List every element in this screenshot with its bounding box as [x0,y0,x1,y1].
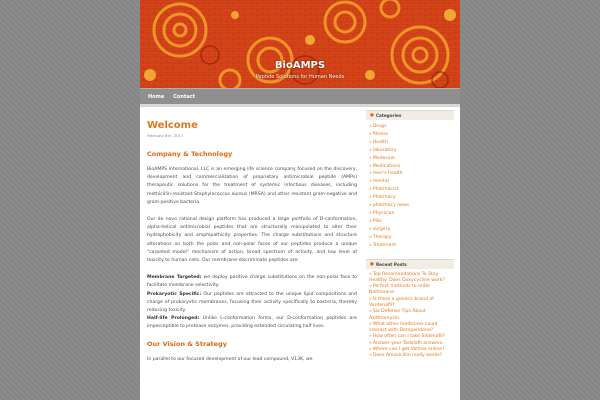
double-arrow-icon: » [369,147,372,153]
category-link[interactable] [369,155,452,163]
feature-text: Our peptides are attracted to the unique lipid compositions and charge of prokaryotic membranes, focusing their activity specifically to bacteria, thereby reducing toxicity. [147,291,357,314]
categories-list [366,120,454,250]
category-link[interactable] [369,242,452,250]
category-link[interactable] [369,123,452,131]
recent-post-link[interactable] [369,309,452,322]
recent-post-link[interactable] [369,353,452,359]
recent-post-link-label[interactable]: Where can I get Valtrex online? [372,347,445,353]
feature-text: we deploy positive charge substitutions on the non-polar face to facilitate membrane selectivity. [147,275,357,289]
recent-posts-widget [366,259,454,360]
double-arrow-icon: » [369,124,372,129]
category-link-label[interactable]: Pharmacist [372,187,399,193]
category-link-label[interactable]: Health [372,139,388,145]
double-arrow-icon: » [369,171,372,177]
category-link-label[interactable]: mental [372,179,389,185]
recent-post-link[interactable] [369,284,452,297]
recent-post-link-label[interactable]: Top Recomendations To Stay Healthy. Does Doxycycline work? [369,271,445,283]
double-arrow-icon: » [369,218,372,224]
double-arrow-icon: » [369,187,372,193]
category-link-label[interactable]: Treatment [372,242,397,248]
double-arrow-icon: » [369,210,372,216]
category-link[interactable] [369,178,452,186]
nav-contact[interactable]: Contact [173,93,196,100]
feature-half-life [147,315,357,331]
double-arrow-icon: » [369,179,372,185]
circle-bullet-icon: ● [370,113,374,118]
category-link[interactable] [369,226,452,234]
double-arrow-icon: » [369,242,372,248]
double-arrow-icon: » [369,271,372,277]
double-arrow-icon: » [369,353,372,359]
paragraph-vision: In parallel to our focused development of our lead compound, V13K, we [147,356,313,362]
category-link-label[interactable]: laboratory [372,147,397,153]
category-link[interactable] [369,194,452,202]
main-nav [140,88,460,107]
circle-bullet-icon: ● [370,261,374,267]
double-arrow-icon: » [369,334,372,340]
category-link[interactable] [369,139,452,147]
category-link[interactable] [369,234,452,242]
post-title[interactable]: Welcome [147,120,198,131]
widget-header [366,259,454,269]
paragraph-intro: BioAMPS International, LLC is an emerging life science company focused on the discovery, development and commercialization of proprietary antimicrobial peptide (AMPs) therapeutic solutions for the treatment of systemic infectious diseases, including methicillin-resistant Staphylococcus aureus (MRSA) and other resistant gram-negative and gram-positive bacteria. [147,167,357,205]
recent-post-link-label[interactable]: How often can I take Sildenafil? [372,334,446,340]
category-link[interactable] [369,218,452,226]
feature-membrane [147,274,357,290]
double-arrow-icon: » [369,139,372,145]
category-link-label[interactable]: fitness [372,131,389,137]
feature-prokaryotic [147,291,357,316]
double-arrow-icon: » [369,163,372,169]
double-arrow-icon: » [369,195,372,201]
category-link-label[interactable]: Pharmacy [372,195,396,201]
main-content [147,120,357,373]
category-link-label[interactable]: surgery [372,226,391,232]
recent-post-link-label[interactable]: Perfect methods to order Naltrexone. [369,284,431,296]
recent-post-link-label[interactable]: Is there a generic brand of Vardenafil? [369,296,434,308]
double-arrow-icon: » [369,226,372,232]
page-wrapper [140,0,460,400]
category-link[interactable] [369,210,452,218]
recent-posts-list [366,269,454,360]
feature-label: Prokaryotic Specific: [147,291,202,297]
double-arrow-icon: » [369,131,372,137]
category-link-label[interactable]: Medecine [372,155,395,161]
section-title-company: Company & Technology [147,150,233,158]
paragraph-platform: Our de novo rational design platform has produced a large portfolio of D-conformation, alpha-helical antimicrobial peptides that are structurally manipulated to alter their hydrophobicity and amphipathicity properties. The charge substitutions and structure alterations on both the polar and non-polar faces of our peptides produce a unique "carpeted model" mechanism of action, broad spectrum of activity, and low level of toxicity to human cells. Our membrane-discriminate peptides are: [147,217,357,264]
section-title-vision: Our Vision & Strategy [147,339,227,348]
feature-label: Membrane Targeted: [147,275,202,281]
category-link[interactable] [369,170,452,178]
recent-post-link[interactable] [369,297,452,310]
category-link-label[interactable]: Therapy [372,234,392,240]
double-arrow-icon: » [369,155,372,161]
double-arrow-icon: » [369,284,372,290]
category-link[interactable] [369,163,452,171]
sidebar [366,110,454,360]
category-link[interactable] [369,147,452,155]
feature-label: Half-life Prolonged: [147,316,200,322]
recent-post-link-label[interactable]: What other medicines could interact with Domperidone? [369,321,438,334]
double-arrow-icon: » [369,296,372,302]
category-link-label[interactable]: Physician [372,210,395,216]
categories-widget [366,110,454,250]
double-arrow-icon: » [369,234,372,240]
category-link-label[interactable]: Pills [372,218,382,224]
recent-post-link[interactable] [369,272,452,285]
double-arrow-icon: » [369,321,372,327]
post-date: February 8th, 2017 [147,133,184,138]
double-arrow-icon: » [369,347,372,353]
category-link[interactable] [369,186,452,194]
widget-header [366,110,454,120]
nav-home[interactable]: Home [148,93,165,100]
double-arrow-icon: » [369,340,372,346]
recent-post-link[interactable] [369,322,452,335]
category-link-label[interactable]: men's health [372,171,403,177]
site-description: Peptide Solutions for Human Needs [255,74,345,80]
double-arrow-icon: » [369,203,372,209]
recent-post-link-label[interactable]: Six Defense Tips About Azithromycin. [369,309,426,321]
category-link[interactable] [369,202,452,210]
double-arrow-icon: » [369,309,372,315]
site-title[interactable]: BioAMPS [274,60,326,71]
category-link[interactable] [369,131,452,139]
recent-post-link-label[interactable]: Answer your Tadalafil answers. [372,340,444,346]
category-link-label[interactable]: Medications [372,163,401,169]
widget-title: Categories [375,113,402,118]
widget-title: Recent Posts [375,261,407,267]
category-link-label[interactable]: Drugs [372,124,387,129]
recent-post-link-label[interactable]: Does Amoxicillin really works? [372,353,443,359]
feature-text: Unlike L-conformation forms, our D-conformation peptides are imperceptible to protease enzymes, providing extended circulating half lives. [147,316,357,330]
site-header [140,0,460,88]
feature-list [147,274,357,331]
category-link-label[interactable]: pharmacy news [372,203,410,209]
